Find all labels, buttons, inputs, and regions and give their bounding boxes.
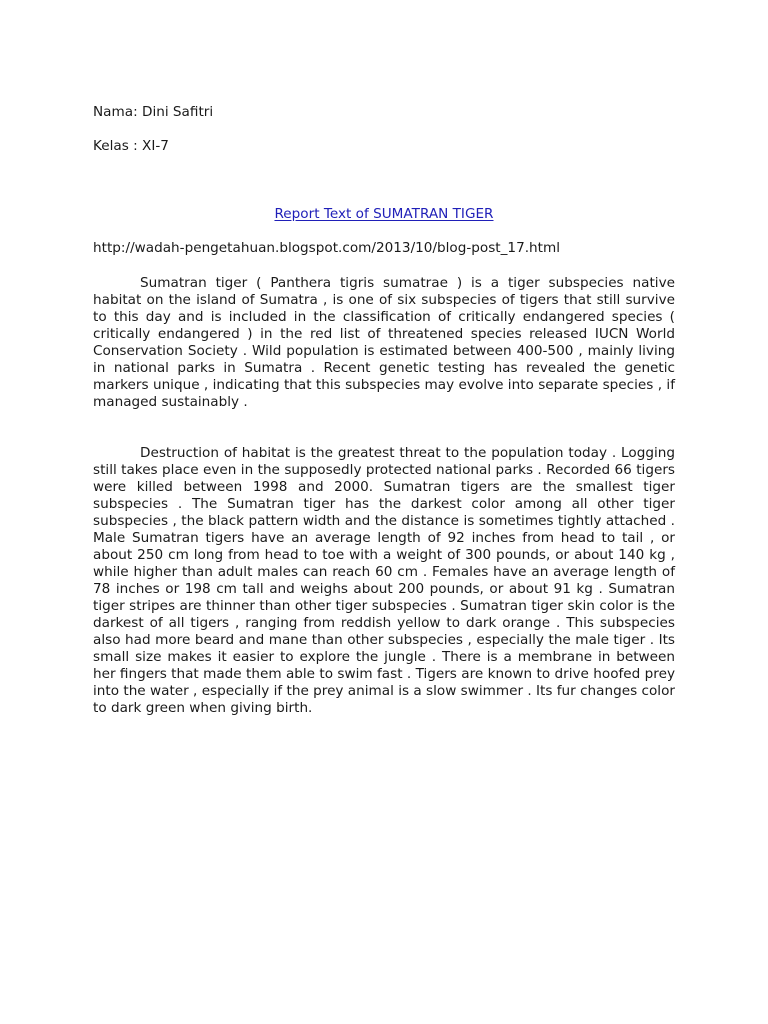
student-class: Kelas : XI-7: [93, 138, 169, 154]
paragraph-introduction: Sumatran tiger ( Panthera tigris sumatrae ) is a tiger subspecies native habitat on the island of Sumatra , is one of six subspecies of tigers that still survive to this day and is included in the classification of critically endangered species ( critically endangered ) in the red list of threatened species released IUCN World Conservation Society . Wild population is estimated between 400-500 , mainly living in national parks in Sumatra . Recent genetic testing has revealed the genetic markers unique , indicating that this subspecies may evolve into separate species , if managed sustainably .: [93, 275, 675, 410]
report-title: Report Text of SUMATRAN TIGER: [274, 206, 494, 222]
source-url: http://wadah-pengetahuan.blogspot.com/2013/10/blog-post_17.html: [93, 240, 561, 256]
paragraph-description: Destruction of habitat is the greatest threat to the population today . Logging still takes place even in the supposedly protected national parks . Recorded 66 tigers were killed between 1998 and 2000. Sumatran tigers are the smallest tiger subspecies . The Sumatran tiger has the darkest color among all other tiger subspecies , the black pattern width and the distance is sometimes tightly attached . Male Sumatran tigers have an average length of 92 inches from head to tail , or about 250 cm long from head to toe with a weight of 300 pounds, or about 140 kg , while higher than adult males can reach 60 cm . Females have an average length of 78 inches or 198 cm tall and weighs about 200 pounds, or about 91 kg . Sumatran tiger stripes are thinner than other tiger subspecies . Sumatran tiger skin color is the darkest of all tigers , ranging from reddish yellow to dark orange . This subspecies also had more beard and mane than other subspecies , especially the male tiger . Its small size makes it easier to explore the jungle . There is a membrane in between her fingers that made them able to swim fast . Tigers are known to drive hoofed prey into the water , especially if the prey animal is a slow swimmer . Its fur changes color to dark green when giving birth.: [93, 445, 675, 716]
student-name: Nama: Dini Safitri: [93, 104, 214, 120]
